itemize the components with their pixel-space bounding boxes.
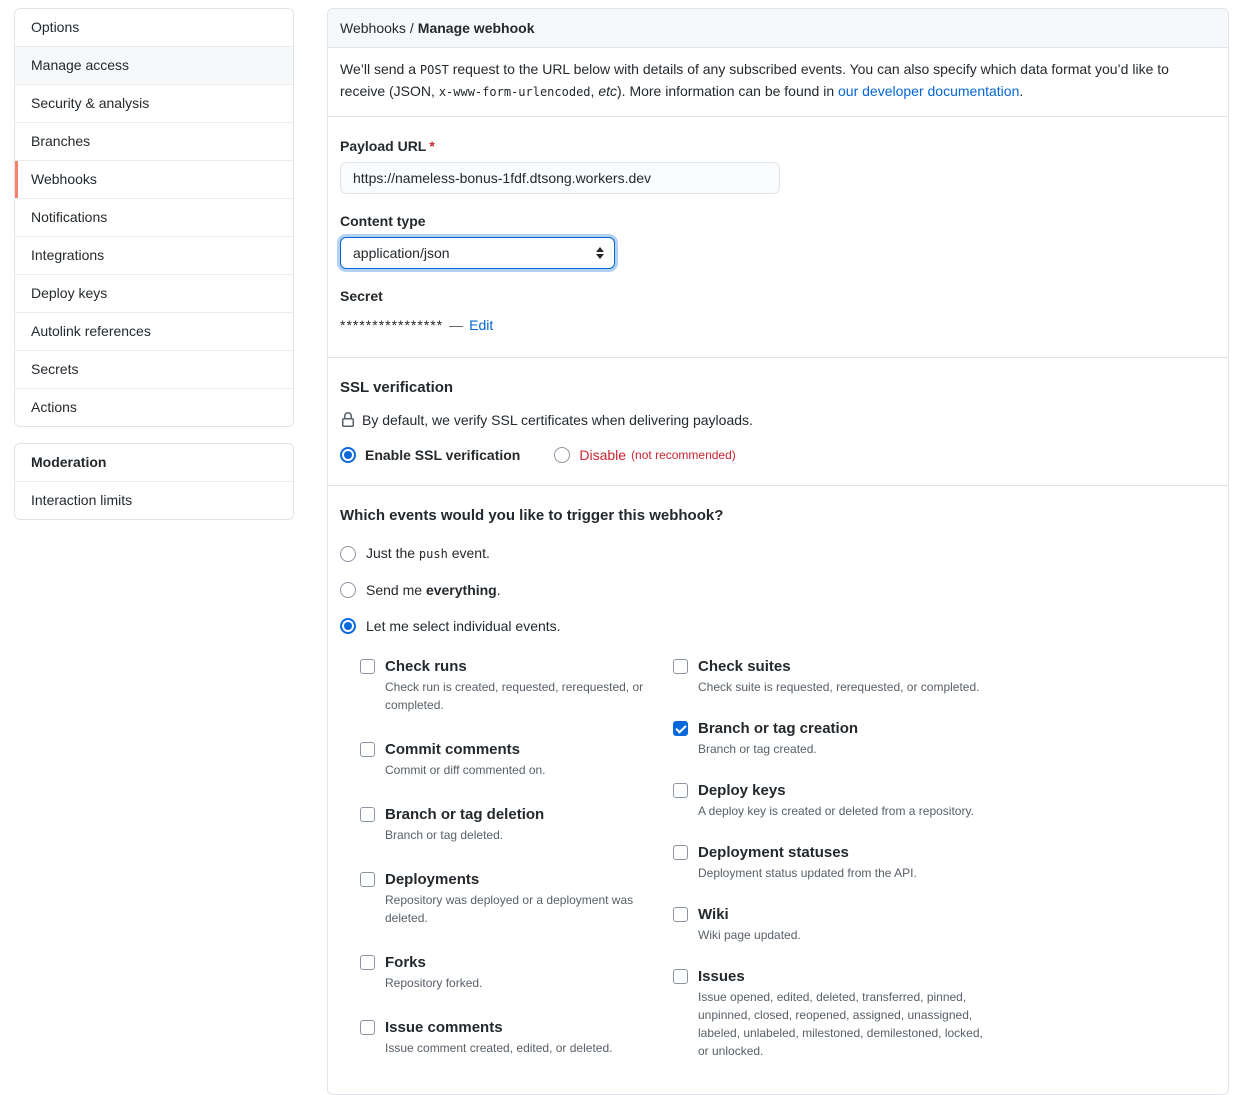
sidebar-item-autolink-references[interactable]: Autolink references: [15, 312, 293, 350]
send-everything-radio[interactable]: [340, 582, 356, 598]
event-item-deploy-keys[interactable]: [673, 780, 986, 820]
trigger-events-section: [328, 486, 1228, 1094]
sidebar-item-deploy-keys[interactable]: Deploy keys: [15, 274, 293, 312]
event-title: Commit comments: [385, 741, 521, 758]
secret-masked-value: ****************: [340, 317, 444, 333]
sidebar-item-interaction-limits[interactable]: Interaction limits: [15, 481, 293, 519]
event-title: Wiki: [698, 906, 729, 923]
event-title: Check suites: [698, 658, 791, 675]
event-column-left: [360, 656, 673, 1082]
developer-documentation-link[interactable]: our developer documentation: [838, 83, 1020, 99]
sidebar-item-notifications[interactable]: Notifications: [15, 198, 293, 236]
disable-ssl-radio-option[interactable]: [554, 447, 735, 463]
issues-checkbox[interactable]: [673, 969, 688, 984]
enable-ssl-label: Enable SSL verification: [365, 447, 521, 463]
issue-comments-checkbox[interactable]: [360, 1020, 375, 1035]
secret-field-group: [340, 287, 1216, 335]
event-title: Check runs: [385, 658, 467, 675]
event-item-check-suites[interactable]: [673, 656, 986, 696]
event-item-wiki[interactable]: [673, 904, 986, 944]
panel-header: [328, 9, 1228, 48]
ssl-description: By default, we verify SSL certificates when delivering payloads.: [362, 412, 753, 428]
forks-checkbox[interactable]: [360, 955, 375, 970]
payload-url-field-group: [340, 137, 1216, 194]
page-title: Manage webhook: [417, 20, 535, 36]
etc-text: etc: [598, 83, 617, 99]
event-description: Check run is created, requested, rerequested, or completed.: [385, 680, 644, 712]
moderation-nav-box: [14, 443, 294, 520]
check-suites-checkbox[interactable]: [673, 659, 688, 674]
event-title: Branch or tag creation: [698, 720, 859, 737]
required-asterisk: *: [429, 138, 435, 154]
event-description: Repository forked.: [385, 976, 483, 990]
event-item-branch-or-tag-deletion[interactable]: [360, 804, 673, 844]
event-title: Issues: [698, 968, 745, 985]
event-item-branch-or-tag-creation[interactable]: [673, 718, 986, 758]
content-type-select[interactable]: [340, 237, 615, 269]
individual-events-radio[interactable]: [340, 618, 356, 634]
post-code: POST: [419, 63, 449, 77]
sidebar-item-secrets[interactable]: Secrets: [15, 350, 293, 388]
webhook-form-section: [328, 117, 1228, 358]
event-description: Repository was deployed or a deployment was deleted.: [385, 893, 634, 925]
event-title: Branch or tag deletion: [385, 806, 545, 823]
intro-text: ,: [590, 83, 599, 99]
commit-comments-checkbox[interactable]: [360, 742, 375, 757]
deployments-checkbox[interactable]: [360, 872, 375, 887]
event-description: Issue comment created, edited, or deleted.: [385, 1041, 613, 1055]
event-title: Forks: [385, 954, 426, 971]
enable-ssl-radio-option[interactable]: [340, 447, 520, 463]
event-item-deployments[interactable]: [360, 869, 673, 927]
event-description: Deployment status updated from the API.: [698, 866, 917, 880]
sidebar-item-security-analysis[interactable]: Security & analysis: [15, 84, 293, 122]
secret-edit-link[interactable]: Edit: [469, 317, 494, 333]
event-description: A deploy key is created or deleted from a repository.: [698, 804, 974, 818]
sidebar-item-actions[interactable]: Actions: [15, 388, 293, 426]
send-everything-radio-option[interactable]: [340, 580, 1216, 600]
content-type-label: Content type: [340, 213, 426, 229]
deploy-keys-checkbox[interactable]: [673, 783, 688, 798]
manage-webhook-panel: [327, 8, 1229, 1095]
event-item-commit-comments[interactable]: [360, 739, 673, 779]
individual-events-radio-option[interactable]: [340, 616, 1216, 636]
settings-nav-box: [14, 8, 294, 427]
event-description: Branch or tag created.: [698, 742, 817, 756]
ssl-verification-section: [328, 358, 1228, 486]
check-runs-checkbox[interactable]: [360, 659, 375, 674]
event-title: Deployment statuses: [698, 844, 849, 861]
branch-tag-deletion-checkbox[interactable]: [360, 807, 375, 822]
payload-url-label: Payload URL *: [340, 138, 435, 154]
secret-separator: —: [449, 317, 464, 333]
event-description: Check suite is requested, rerequested, or completed.: [698, 680, 980, 694]
push-code: push: [418, 547, 448, 561]
ssl-section-heading: SSL verification: [340, 379, 454, 396]
event-title: Deploy keys: [698, 782, 786, 799]
lock-icon: [340, 412, 356, 428]
breadcrumb-webhooks-link[interactable]: Webhooks: [340, 20, 406, 36]
intro-text: request to the URL below with details of any subscribed events. You can also specify which data format you’d like to receive (JSON,: [340, 61, 1169, 99]
sidebar-item-manage-access[interactable]: Manage access: [15, 46, 293, 84]
content-type-selected-value: application/json: [353, 245, 450, 261]
intro-text: We’ll send a: [340, 61, 420, 77]
send-everything-label: Send me everything.: [366, 582, 501, 598]
event-title: Issue comments: [385, 1019, 503, 1036]
chevron-up-down-icon: [596, 247, 604, 259]
just-push-radio-option[interactable]: [340, 543, 1216, 564]
intro-text: ). More information can be found in: [617, 83, 839, 99]
event-description: Wiki page updated.: [698, 928, 801, 942]
individual-events-label: Let me select individual events.: [366, 618, 561, 634]
event-item-deployment-statuses[interactable]: [673, 842, 986, 882]
disable-ssl-note: (not recommended): [631, 448, 736, 462]
intro-paragraph: [328, 48, 1228, 117]
breadcrumb-separator: /: [409, 20, 414, 36]
branch-tag-creation-checkbox[interactable]: [673, 721, 688, 736]
event-title: Deployments: [385, 871, 480, 888]
event-item-issue-comments[interactable]: [360, 1017, 673, 1057]
event-checkbox-grid: [360, 650, 1216, 1082]
event-item-check-runs[interactable]: [360, 656, 673, 714]
event-column-right: [673, 656, 986, 1082]
event-item-issues[interactable]: [673, 966, 986, 1060]
urlencoded-code: x-www-form-urlencoded: [438, 85, 591, 99]
event-item-forks[interactable]: [360, 952, 673, 992]
secret-label: Secret: [340, 288, 383, 304]
enable-ssl-radio[interactable]: [340, 447, 356, 463]
sidebar-item-integrations[interactable]: Integrations: [15, 236, 293, 274]
just-push-radio[interactable]: [340, 546, 356, 562]
sidebar-item-webhooks[interactable]: Webhooks: [15, 160, 293, 198]
disable-ssl-radio[interactable]: [554, 447, 570, 463]
intro-text: .: [1019, 83, 1024, 99]
sidebar-item-branches[interactable]: Branches: [15, 122, 293, 160]
payload-url-input[interactable]: [340, 162, 780, 194]
trigger-events-heading: Which events would you like to trigger this webhook?: [340, 507, 724, 524]
content-type-field-group: [340, 212, 1216, 269]
disable-ssl-label: Disable: [579, 447, 627, 463]
event-description: Commit or diff commented on.: [385, 763, 546, 777]
wiki-checkbox[interactable]: [673, 907, 688, 922]
sidebar-item-options[interactable]: Options: [15, 9, 293, 46]
settings-sidebar: [14, 8, 294, 520]
moderation-section-header: Moderation: [31, 454, 107, 470]
event-description: Branch or tag deleted.: [385, 828, 504, 842]
deployment-statuses-checkbox[interactable]: [673, 845, 688, 860]
just-push-label: Just the push event.: [366, 545, 490, 561]
event-description: Issue opened, edited, deleted, transferred, pinned, unpinned, closed, reopened, assigned, unassigned, labeled, unlabeled, milestoned, demilestoned, locked, or unlocked.: [698, 990, 983, 1058]
